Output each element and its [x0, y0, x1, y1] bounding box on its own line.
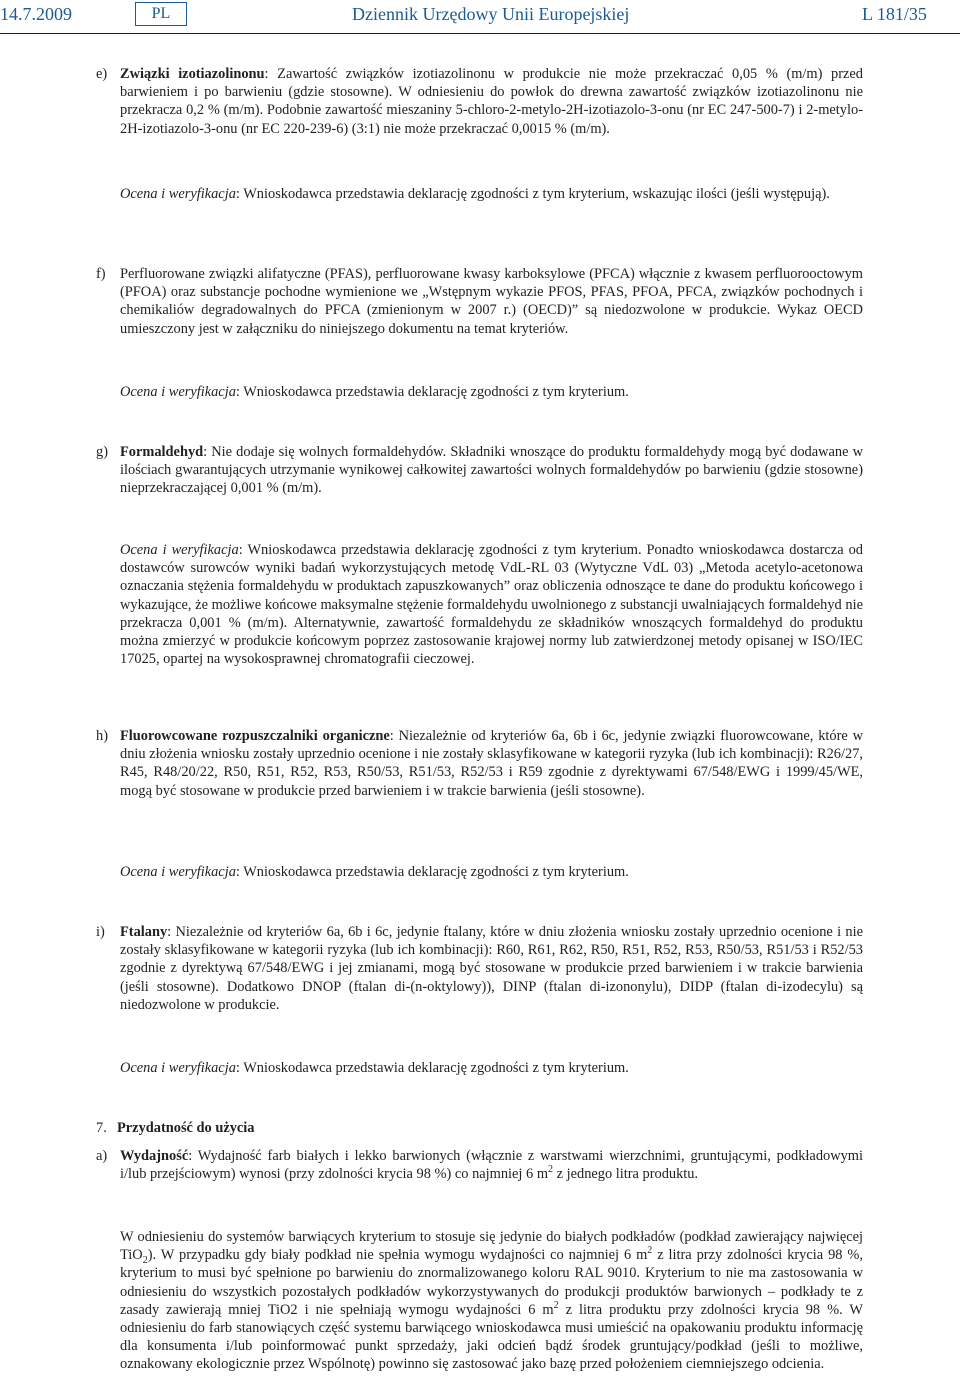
item-body: [120, 443, 863, 498]
item-i: [96, 923, 863, 1014]
note-text: W odniesieniu do systemów barwiących kryterium to stosuje się jedynie do białych podkładów (podkład zawierający najwięcej TiO: [120, 1229, 863, 1264]
journal-title: Dziennik Urzędowy Unii Europejskiej: [352, 4, 630, 24]
assessment-text: : Wnioskodawca przedstawia deklarację zgodności z tym kryterium, wskazując ilości (jeśli występują).: [235, 186, 830, 202]
item-body: Perfluorowane związki alifatyczne (PFAS), perfluorowane kwasy karboksylowe (PFCA) włącznie z kwasem perfluorooctowym (PFOA) oraz substancje pochodne wymienione we „Wstępnym wykazie PFOS, PFAS, PFOA, PFCA, związków pochodnych i chemikaliów degradowalnych do PFCA (zmienionym w 2007 r.) (OECD)” są niedozwolone w produkcie. Wykaz OECD umieszczony jest w załączniku do niniejszego dokumentu na temat kryteriów.: [120, 266, 863, 337]
header-rule: [0, 33, 960, 34]
item-title: Wydajność: [120, 1148, 189, 1164]
language-badge: PL: [135, 2, 187, 26]
section-number: 7.: [96, 1120, 107, 1136]
assessment-label: Ocena i weryfikacja: [120, 384, 236, 400]
assessment-text: : Wnioskodawca przedstawia deklarację zgodności z tym kryterium. Ponadto wnioskodawca dostarcza od dostawców surowców wyniki badań wykorzystujących metodę VdL-RL 03 (Wytyczne VdL 03) „Metoda acetylo-acetonowa oznaczania stężenia formaldehydu w produktach zapuszkowanych” oraz obliczenia odnoszące te dane do produktu końcowego i wykazujące, że możliwe końcowe maksymalne stężenie formaldehydu uwolnionego z substancji uwalniających formaldehyd nie przekracza 0,001 % (m/m). Alternatywnie, zawartość formaldehydu ze składników wnoszących formaldehyd do produktu można zmierzyć w produkcie końcowym poprzez zastosowanie krajowej normy lub zatwierdzonej metody opisanej w ISO/IEC 17025, opartej na wysokosprawnej chromatografii cieczowej.: [120, 542, 863, 668]
assessment-f: [120, 383, 863, 401]
assessment-g: [120, 541, 863, 668]
item-label: f): [96, 266, 106, 282]
note-text: ). W przypadku gdy biały podkład nie spełnia wymogu wydajności co najmniej 6 m: [147, 1247, 648, 1264]
item-title: Związki izotiazolinonu: [120, 66, 265, 82]
publication-date: 14.7.2009: [0, 4, 72, 24]
item-label: g): [96, 444, 108, 460]
item-title: Fluorowcowane rozpuszczalniki organiczne: [120, 728, 390, 744]
page-number: L 181/35: [862, 4, 927, 24]
item-title: Formaldehyd: [120, 444, 204, 460]
assessment-e: [120, 185, 863, 203]
item-text: : Zawartość związków izotiazolinonu w produkcie nie może przekraczać 0,05 % (m/m) przed barwieniem i po barwieniu (gdzie stosowne). W odniesieniu do powłok do drewna zawartość związków izotiazolinonu nie przekracza 0,2 % (m/m). Podobnie zawartość mieszaniny 5-chloro-2-metylo-2H-izotiazolo-3-onu (nr EC 247-500-7) i 2-metylo-2H-izotiazolo-3-onu (nr EC 220-239-6) (3:1) nie może przekraczać 0,0015 % (m/m).: [120, 66, 863, 137]
assessment-h: [120, 863, 863, 881]
assessment-label: Ocena i weryfikacja: [120, 186, 236, 202]
item-body: [120, 923, 863, 1014]
item-e: [96, 65, 863, 138]
item-text: : Nie dodaje się wolnych formaldehydów. Składniki wnoszące do produktu formaldehydy mogą być dodawane w ilościach gwarantujących utrzymanie wynikowej całkowitej zawartości wolnych formaldehydów po barwieniu (gdzie stosowne) nieprzekraczającej 0,001 % (m/m).: [120, 444, 863, 497]
item-label: i): [96, 924, 105, 940]
subscript: 2: [142, 1255, 148, 1267]
item-g: [96, 443, 863, 498]
superscript: 2: [553, 1300, 559, 1312]
item-label: h): [96, 728, 108, 744]
item-title: Ftalany: [120, 924, 168, 940]
assessment-text: : Wnioskodawca przedstawia deklarację zgodności z tym kryterium.: [235, 864, 629, 880]
item-label: e): [96, 66, 108, 82]
item-body: [120, 65, 863, 138]
item-label: a): [96, 1148, 108, 1164]
assessment-text: : Wnioskodawca przedstawia deklarację zgodności z tym kryterium.: [235, 384, 629, 400]
page-header: [0, 0, 960, 40]
assessment-i: [120, 1059, 863, 1077]
assessment-label: Ocena i weryfikacja: [120, 1060, 236, 1076]
superscript: 2: [548, 1164, 554, 1176]
section-7-heading: [96, 1119, 863, 1137]
assessment-label: Ocena i weryfikacja: [120, 542, 239, 558]
item-h: [96, 727, 863, 800]
item-text-end: z jednego litra produktu.: [553, 1166, 699, 1183]
superscript: 2: [647, 1245, 653, 1257]
item-text: : Niezależnie od kryteriów 6a, 6b i 6c, jedynie związki fluorowcowane, które w dniu złożenia wniosku zostały uprzednio ocenione i nie zostały sklasyfikowane w kategorii ryzyka (lub ich kombinacji): R26/27, R45, R48/20/22, R50, R51, R52, R53, R50/53, R51/53, R52/53 i R59 zgodnie z dyrektywami 67/548/EWG i 1999/45/WE, mogą być stosowane w produkcie przed barwieniem i w trakcie barwienia (jeśli stosowne).: [120, 728, 863, 799]
note-text: z litra produktu przy zdolności krycia 98 %. W odniesieniu do farb stanowiących część systemu barwiącego wnioskodawca musi umieścić na opakowaniu produktu informację dla konsumenta i/lub poinformować punkt sprzedaży, jaki odcień bądź środek gruntujący/podkład (jeśli to możliwe, oznakowany ekologicznie przez Wspólnotę) powinno się zastosować jako bazę przed położeniem ciemniejszego odcienia.: [120, 1301, 864, 1373]
item-a: [96, 1147, 863, 1183]
assessment-label: Ocena i weryfikacja: [120, 864, 236, 880]
assessment-text: : Wnioskodawca przedstawia deklarację zgodności z tym kryterium.: [235, 1060, 629, 1076]
item-body: [120, 727, 863, 800]
item-text: : Niezależnie od kryteriów 6a, 6b i 6c, jedynie ftalany, które w dniu złożenia wniosku zostały uprzednio ocenione i nie zostały sklasyfikowane w kategorii ryzyka (lub ich kombinacji): R60, R61, R62, R50, R51, R52, R53, R50/53, R51/53 i R52/53 zgodnie z dyrektywą 67/548/EWG i jej zmianami, mogą być stosowane w produkcie przed barwieniem i w trakcie barwienia (jeśli stosowne). Dodatkowo DNOP (ftalan di-(n-oktylowy)), DINP (ftalan di-izononylu), DIDP (ftalan di-izodecylu) są niedozwolone w produkcie.: [120, 924, 863, 1013]
item-f: [96, 265, 863, 338]
item-text: : Wydajność farb białych i lekko barwionych (włącznie z warstwami wierzchnimi, gruntującymi, podkładowymi i/lub przejściowym) wynosi (przy zdolności krycia 98 %) co najmniej 6 m: [120, 1148, 863, 1183]
white-base-note: [120, 1228, 863, 1374]
item-body: [120, 1147, 863, 1183]
section-title: Przydatność do użycia: [117, 1120, 255, 1136]
note-text: z litra przy zdolności krycia 98 %, kryterium to musi być spełnione po barwieniu do znormalizowanego koloru RAL 9010. Kryterium to nie ma zastosowania w odniesieniu do wszystkich pozostałych podkładów wykorzystywanych do produkcji produktów barwionych – podkłady te z zasady zawierają mniej TiO2 i nie spełniają wymogu wydajności 6 m: [120, 1247, 863, 1318]
